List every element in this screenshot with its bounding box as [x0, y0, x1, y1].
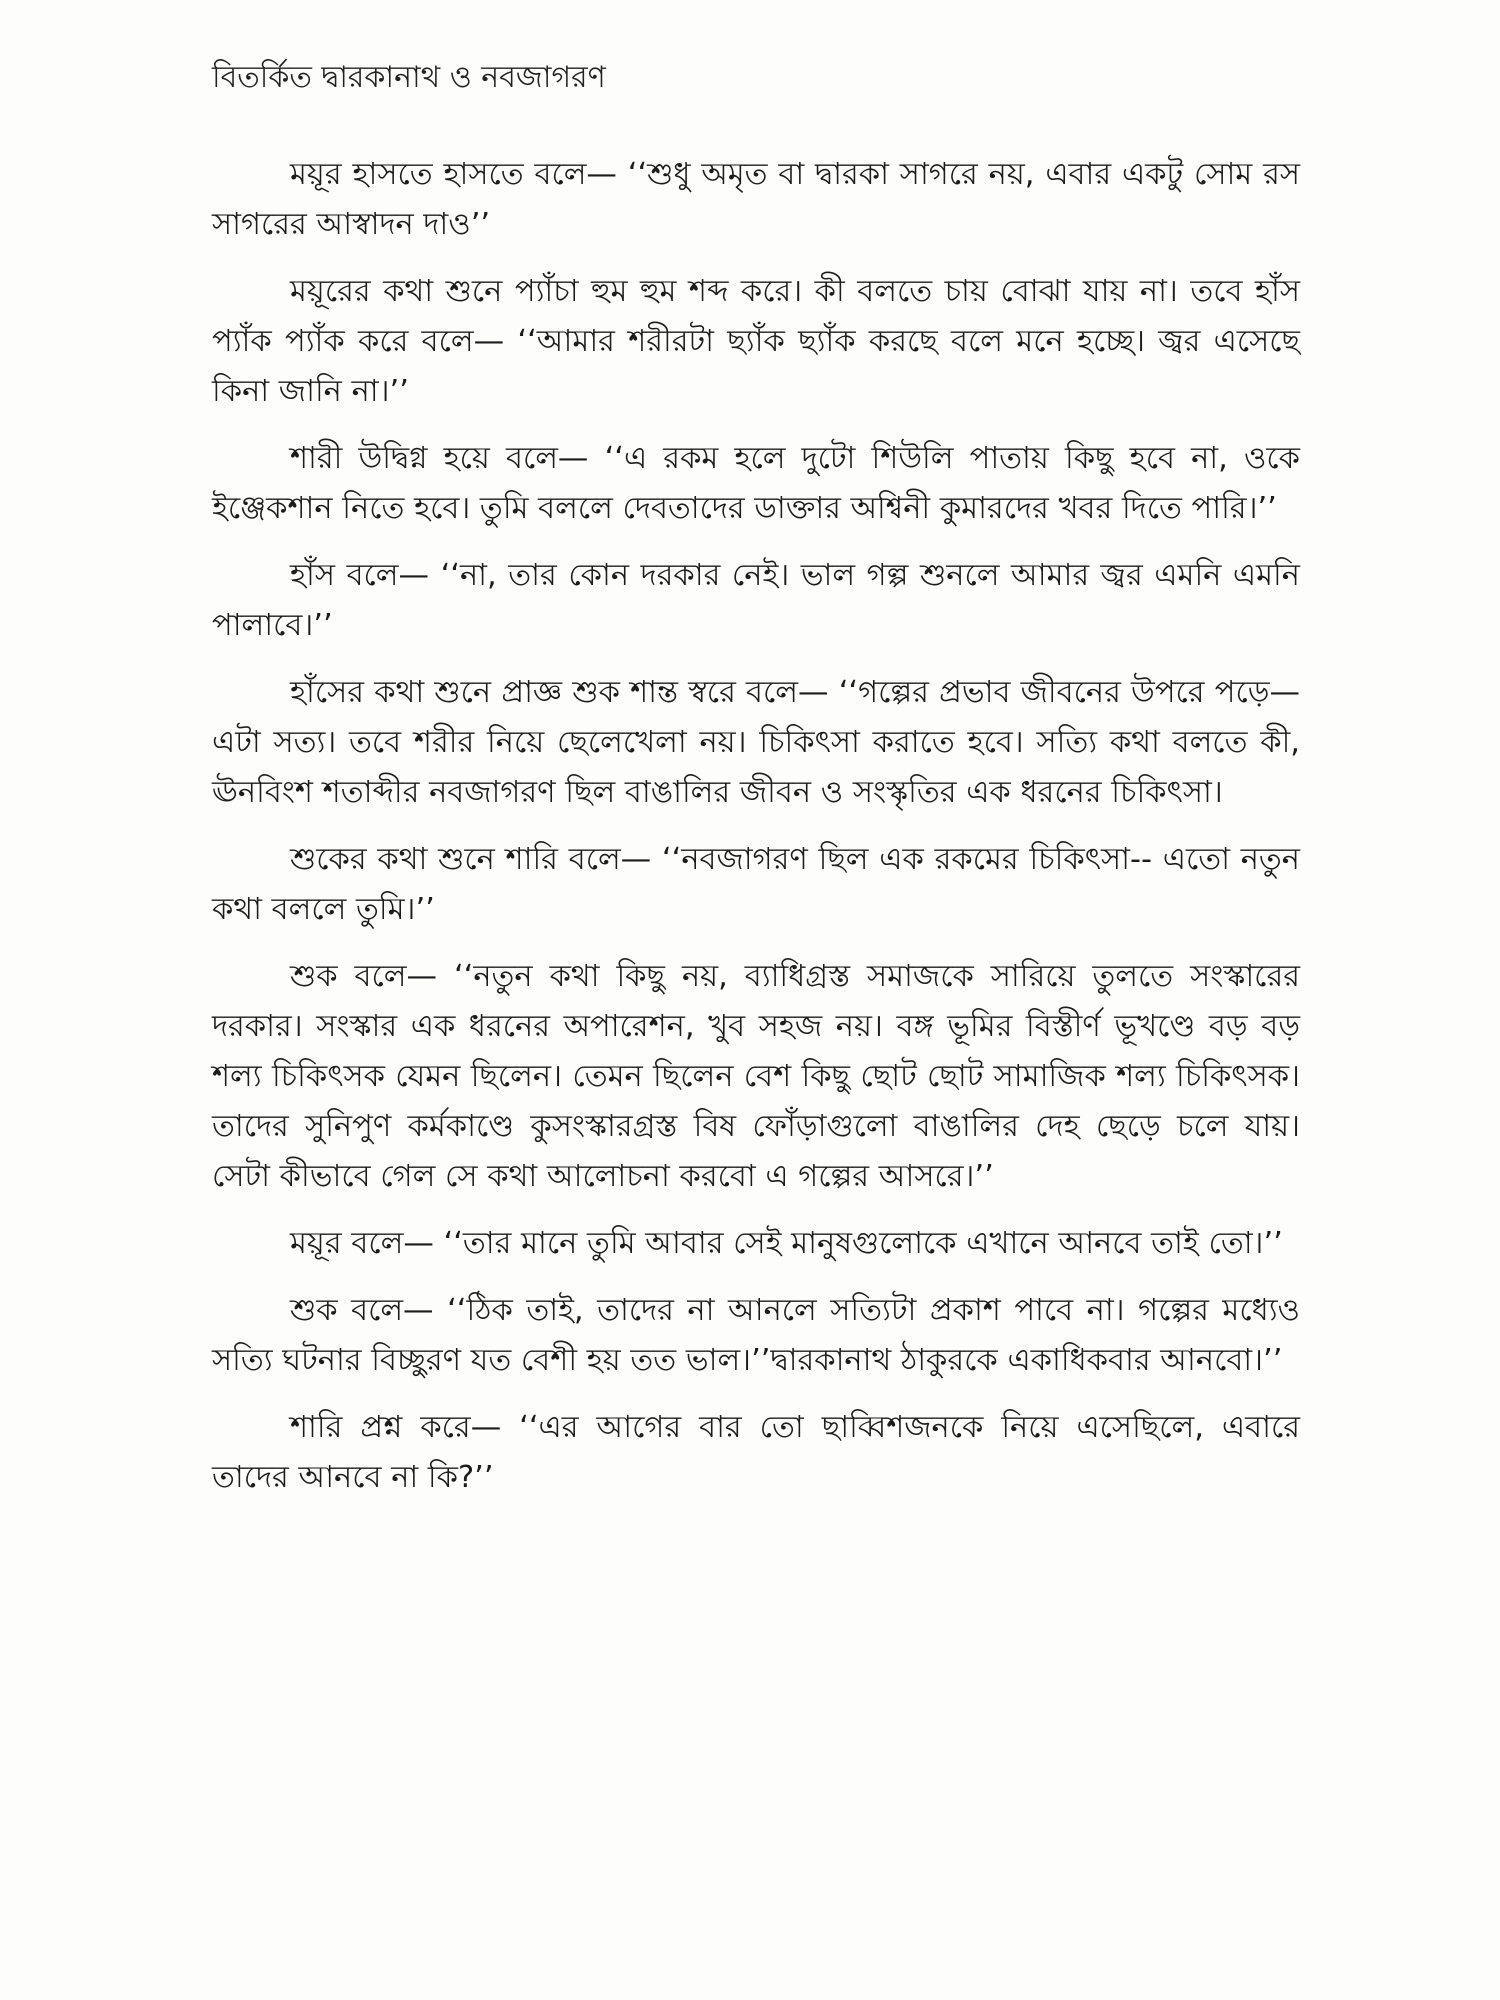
running-header: বিতর্কিত দ্বারকানাথ ও নবজাগরণ: [212, 60, 606, 95]
paragraph: ময়ূর বলে— ‘‘তার মানে তুমি আবার সেই মানুষগুলোকে এখানে আনবে তাই তো।’’: [290, 1226, 1283, 1261]
paragraph: হাঁসের কথা শুনে প্রাজ্ঞ শুক শান্ত স্বরে বলে— ‘‘গল্পের প্রভাব জীবনের উপরে পড়ে—এটা সত্য। তবে শরীর নিয়ে ছেলেখেলা নয়। চিকিৎসা করাতে হবে। সত্যি কথা বলতে কী, ঊনবিংশ শতাব্দীর নবজাগরণ ছিল বাঙালির জীবন ও সংস্কৃতির এক ধরনের চিকিৎসা।: [212, 675, 1300, 810]
paragraph: ময়ূর হাসতে হাসতে বলে— ‘‘শুধু অমৃত বা দ্বারকা সাগরে নয়, এবার একটু সোম রস সাগরের আস্বাদন দাও’’: [212, 157, 1300, 242]
paragraph: শুকের কথা শুনে শারি বলে— ‘‘নবজাগরণ ছিল এক রকমের চিকিৎসা-- এতো নতুন কথা বললে তুমি।’’: [212, 842, 1300, 927]
paragraph: শারি প্রশ্ন করে— ‘‘এর আগের বার তো ছাব্বিশজনকে নিয়ে এসেছিলে, এবারে তাদের আনবে না কি?’’: [212, 1410, 1300, 1495]
body-text: [212, 150, 1300, 1520]
paragraph: হাঁস বলে— ‘‘না, তার কোন দরকার নেই। ভাল গল্প শুনলে আমার জ্বর এমনি এমনি পালাবে।’’: [212, 558, 1300, 643]
paragraph: ময়ূরের কথা শুনে প্যাঁচা হুম হুম শব্দ করে। কী বলতে চায় বোঝা যায় না। তবে হাঁস প্যাঁক প্যাঁক করে বলে— ‘‘আমার শরীরটা ছ্যাঁক ছ্যাঁক করছে বলে মনে হচ্ছে। জ্বর এসেছে কিনা জানি না।’’: [212, 274, 1300, 409]
paragraph: শুক বলে— ‘‘নতুন কথা কিছু নয়, ব্যাধিগ্রস্ত সমাজকে সারিয়ে তুলতে সংস্কারের দরকার। সংস্কার এক ধরনের অপারেশন, খুব সহজ নয়। বঙ্গ ভূমির বিস্তীর্ণ ভূখণ্ডে বড় বড় শল্য চিকিৎসক যেমন ছিলেন। তেমন ছিলেন বেশ কিছু ছোট ছোট সামাজিক শল্য চিকিৎসক। তাদের সুনিপুণ কর্মকাণ্ডে কুসংস্কারগ্রস্ত বিষ ফোঁড়াগুলো বাঙালির দেহ ছেড়ে চলে যায়। সেটা কীভাবে গেল সে কথা আলোচনা করবো এ গল্পের আসরে।’’: [212, 959, 1300, 1194]
paragraph: শুক বলে— ‘‘ঠিক তাই, তাদের না আনলে সত্যিটা প্রকাশ পাবে না। গল্পের মধ্যেও সত্যি ঘটনার বিচ্ছুরণ যত বেশী হয় তত ভাল।’’দ্বারকানাথ ঠাকুরকে একাধিকবার আনবো।’’: [212, 1293, 1300, 1378]
paragraph: শারী উদ্বিগ্ন হয়ে বলে— ‘‘এ রকম হলে দুটো শিউলি পাতায় কিছু হবে না, ওকে ইঞ্জেকশান নিতে হবে। তুমি বললে দেবতাদের ডাক্তার অশ্বিনী কুমারদের খবর দিতে পারি।’’: [212, 441, 1300, 526]
